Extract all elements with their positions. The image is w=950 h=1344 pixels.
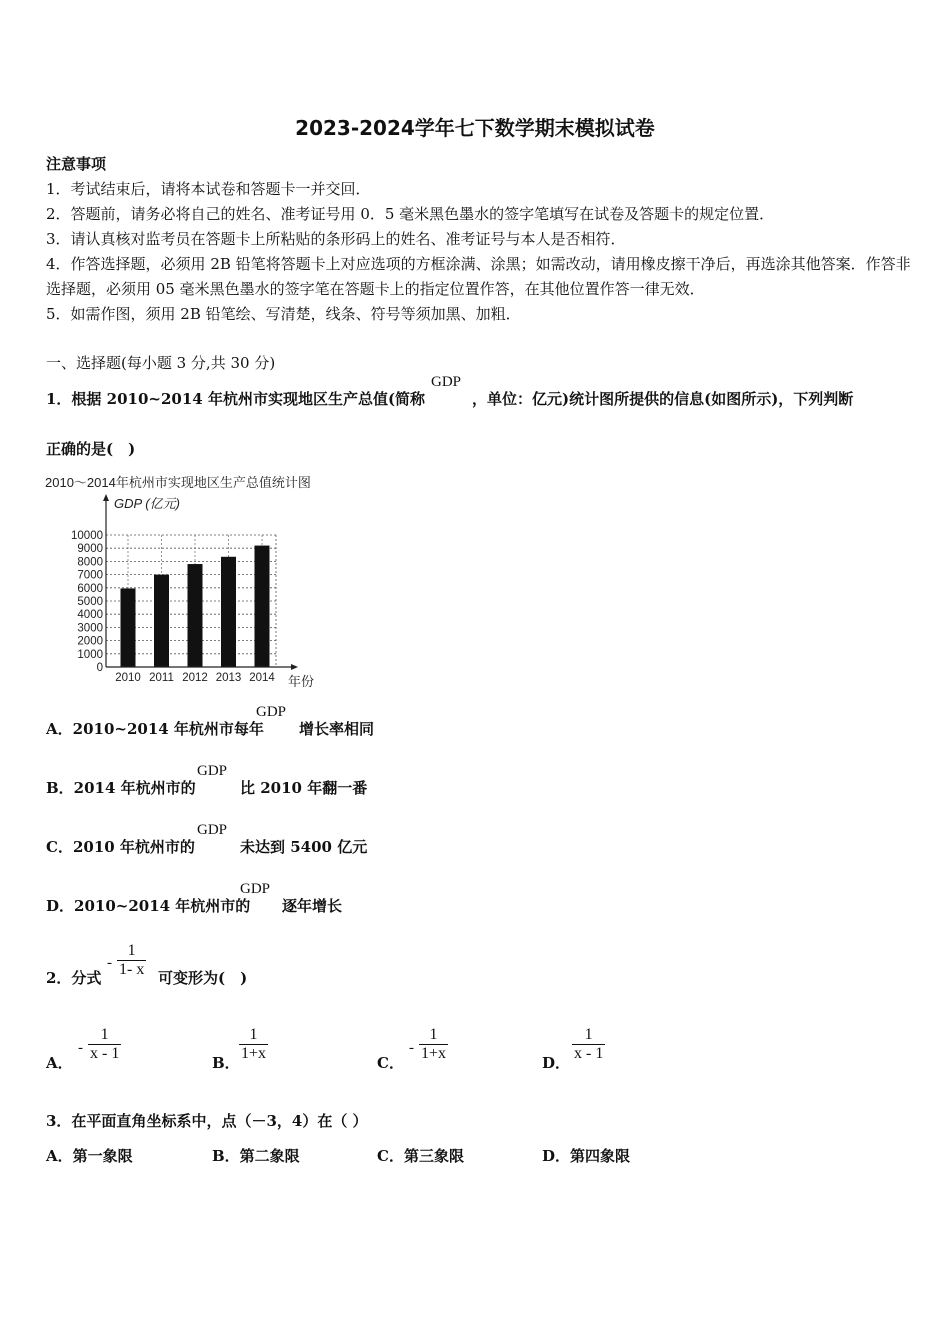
q2-option-a-fraction [88,1026,121,1063]
q2-option-c-fraction [419,1026,448,1063]
notes-item: 5．如需作图，须用 2B 铅笔绘、写清楚，线条、符号等须加黑、加粗． [46,305,521,323]
notes-section [46,152,916,327]
q1-option-c-text: C．2010 年杭州市的 [46,838,195,856]
chart-y-tick-label: 2000 [77,635,103,648]
q1-option-b-text: B．2014 年杭州市的 [46,779,196,797]
q1-option-d-suffix: 逐年增长 [282,897,343,915]
q2-option-b-denominator: 1+x [241,1045,267,1062]
chart-x-tick-label: 2014 [249,672,275,684]
chart-bar-2011 [154,575,169,667]
q3-stem: 3．在平面直角坐标系中，点（－3，4）在（ ） [46,1112,368,1130]
q2-option-b-label: B． [212,1054,240,1072]
q2-option-d-denominator: x - 1 [574,1045,604,1062]
chart-y-tick-label: 8000 [77,556,103,569]
chart-y-tick-label: 6000 [77,582,103,595]
notes-item: 1．考试结束后，请将本试卷和答题卡一并交回． [46,180,371,198]
q2-stem-part-b: 可变形为( ) [158,969,248,987]
q3-option-a: A．第一象限 [46,1147,133,1165]
q2-option-c-sign: - [409,1040,414,1056]
chart-y-tick-label: 7000 [77,569,103,582]
chart-x-tick-label: 2013 [215,672,242,684]
chart-bar-2014 [255,546,270,667]
chart-bar-2010 [121,588,136,667]
q1-gdp-term: GDP [431,374,462,390]
q1-option-b-gdp: GDP [197,763,228,779]
chart-x-tick-label: 2011 [149,672,174,684]
q2-fraction-numerator: 1 [127,942,136,959]
chart-y-tick-label: 3000 [77,622,103,635]
chart-bar-2012 [188,564,203,667]
chart-x-arrow [291,664,298,670]
q2-fraction [117,942,146,979]
q1-option-d-text: D．2010~2014 年杭州市的 [46,897,251,915]
q2-option-d-fraction [572,1026,605,1063]
q2-option-d-numerator: 1 [584,1026,593,1043]
chart-x-axis-label: 年份 [288,674,315,689]
q1-option-a-suffix: 增长率相同 [299,720,375,738]
chart-y-tick-label: 9000 [77,543,103,556]
chart-x-tick-label: 2012 [182,672,208,684]
q2-stem-part-a: 2．分式 [46,969,102,987]
notes-heading: 注意事项 [46,155,107,173]
chart-x-tick-label: 2010 [115,672,141,684]
q1-option-a-gdp: GDP [256,704,287,720]
q1-stem-part-b: ，单位：亿元)统计图所提供的信息(如图所示)，下列判断 [472,390,854,408]
q2-option-a-sign: - [78,1040,83,1056]
q1-option-d-gdp: GDP [240,881,271,897]
chart-y-tick-label: 4000 [77,609,103,622]
q1-stem-part-a: 1．根据 2010~2014 年杭州市实现地区生产总值(简称 [46,390,426,408]
q2-option-a-label: A． [46,1054,73,1072]
q3-option-c: C．第三象限 [377,1147,464,1165]
q1-option-a-text: A．2010~2014 年杭州市每年 [46,720,264,738]
q2-option-a-denominator: x - 1 [90,1045,120,1062]
chart-y-arrow [103,494,109,501]
q1-stem-part-c: 正确的是( ) [46,440,136,458]
q2-option-c-label: C． [377,1054,404,1072]
q2-fraction-denominator: 1- x [119,961,145,978]
q1-option-b-suffix: 比 2010 年翻一番 [240,779,368,797]
notes-item: 2．答题前，请务必将自己的姓名、准考证号用 0．5 毫米黑色墨水的签字笔填写在试卷及答题卡的规定位置． [46,205,775,223]
q1-option-c-gdp: GDP [197,822,228,838]
q3-option-d: D．第四象限 [542,1147,631,1165]
q2-option-b-numerator: 1 [249,1026,258,1043]
q2-option-c-denominator: 1+x [421,1045,447,1062]
chart-y-tick-label: 0 [96,662,103,674]
chart-y-tick-label: 10000 [71,530,103,542]
chart-y-tick-label: 5000 [77,596,103,608]
notes-item: 4．作答选择题，必须用 2B 铅笔将答题卡上对应选项的方框涂满、涂黑；如需改动，请用橡皮擦干净后，再选涂其他答案．作答非选择题，必须用 05 毫米黑色墨水的签字笔在答题卡上的指定位置作答，在其他位置作答一律无效． [46,255,911,298]
q3-option-b: B．第二象限 [212,1147,300,1165]
q2-fraction-sign: - [107,955,112,971]
chart-title: 2010～2014年杭州市实现地区生产总值统计图 [45,475,311,490]
gdp-bar-chart [40,468,340,694]
chart-bar-2013 [221,557,236,667]
q2-option-b-fraction [239,1026,268,1063]
chart-y-axis-label: GDP (亿元) [114,496,180,511]
notes-item: 3．请认真核对监考员在答题卡上所粘贴的条形码上的姓名、准考证号与本人是否相符． [46,230,626,248]
q1-option-c-suffix: 未达到 5400 亿元 [240,838,368,856]
page-title: 2023-2024学年七下数学期末模拟试卷 [295,116,655,140]
section-heading: 一、选择题(每小题 3 分,共 30 分) [46,354,276,372]
q2-option-d-label: D． [542,1054,571,1072]
chart-y-tick-label: 1000 [77,648,103,661]
q2-option-a-numerator: 1 [100,1026,109,1043]
q2-option-c-numerator: 1 [429,1026,438,1043]
